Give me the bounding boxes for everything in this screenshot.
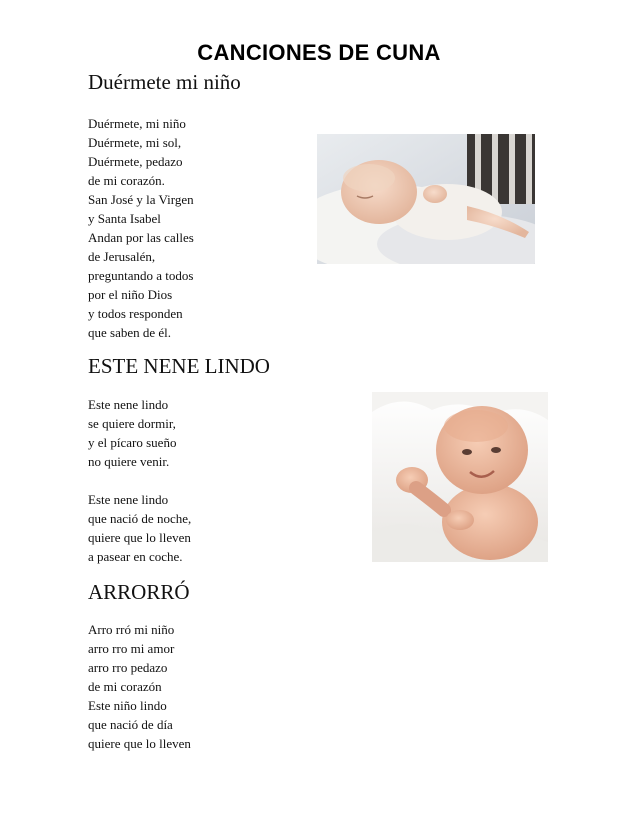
verse-line: que nació de día [88,717,173,732]
verse-line: quiere que lo lleven [88,530,191,545]
verse-line: quiere que lo lleven [88,736,191,751]
verse-line: preguntando a todos [88,268,194,283]
sleeping-baby-photo [317,134,535,264]
verse-line: y Santa Isabel [88,211,161,226]
verse-line: de mi corazón [88,679,162,694]
verse-line: y el pícaro sueño [88,435,177,450]
song-title-arrorro: ARRORRÓ [88,580,190,604]
verse-line: de mi corazón. [88,173,165,188]
verse-line: San José y la Virgen [88,192,194,207]
verse-line: de Jerusalén, [88,249,156,264]
verse-line: por el niño Dios [88,287,173,302]
verse-line: Este nene lindo [88,397,169,412]
verse-line: que nació de noche, [88,511,192,526]
verse-este-nene-lindo [88,395,191,566]
verse-line: Duérmete, mi sol, [88,135,182,150]
verse-line: Duérmete, pedazo [88,154,183,169]
verse-duermete [88,114,194,342]
stanza-gap [88,471,191,490]
verse-line: se quiere dormir, [88,416,176,431]
song-title-este-nene-lindo: ESTE NENE LINDO [88,354,270,378]
verse-line: arro rro mi amor [88,641,175,656]
smiling-baby-photo [372,392,548,562]
verse-line: Arro rró mi niño [88,622,175,637]
verse-line: Este nene lindo [88,492,169,507]
verse-line: y todos responden [88,306,183,321]
verse-line: Este niño lindo [88,698,167,713]
verse-line: a pasear en coche. [88,549,183,564]
verse-line: Andan por las calles [88,230,194,245]
song-title-duermete: Duérmete mi niño [88,70,241,94]
verse-line: que saben de él. [88,325,172,340]
page-title: CANCIONES DE CUNA [197,40,441,65]
verse-arrorro [88,620,191,753]
verse-line: no quiere venir. [88,454,170,469]
verse-line: arro rro pedazo [88,660,168,675]
verse-line: Duérmete, mi niño [88,116,186,131]
